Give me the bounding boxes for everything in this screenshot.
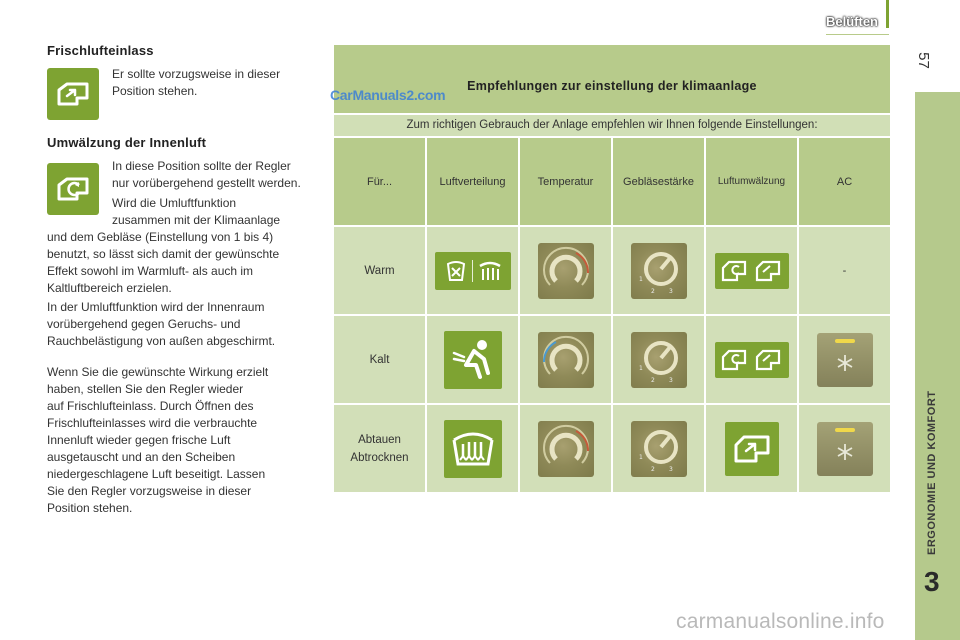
blower-knob-warm <box>631 243 687 299</box>
fresh-air-text-1: Er sollte vorzugsweise in dieser <box>112 67 281 81</box>
header-fuer: Für... <box>334 138 425 225</box>
svg-text:3: 3 <box>668 287 673 295</box>
header-rule <box>826 34 889 35</box>
final-line-3: auf Frischlufteinlass. Durch Öffnen des <box>47 399 254 413</box>
blower-knob-demist <box>631 421 687 477</box>
svg-text:3: 3 <box>668 465 673 473</box>
final-line-5: Innenluft wieder gegen frische Luft <box>47 433 231 447</box>
ac-button-icon <box>817 333 873 387</box>
watermark-bottom: carmanualsonline.info <box>676 610 885 633</box>
table-row <box>334 227 890 314</box>
recommendations-table <box>334 45 890 492</box>
recirc-p2-line-1: Wird die Umluftfunktion <box>112 196 237 210</box>
svg-text:1: 1 <box>638 453 643 461</box>
recirc-p1-line-2: nur vorübergehend gestellt werden. <box>112 176 301 190</box>
floor-windscreen-icon <box>435 252 511 290</box>
page-number: 57 <box>914 52 932 69</box>
row-label-warm: Warm <box>334 227 425 314</box>
ac-button-icon <box>817 422 873 476</box>
final-line-6: ausgetauscht und an den Scheiben <box>47 450 236 464</box>
header-luftverteilung: Luftverteilung <box>427 138 518 225</box>
recirc-p2-line-5: Effekt sowohl im Warmluft- als auch im <box>47 264 254 278</box>
final-line-8: Sie den Regler vorzugsweise in dieser <box>47 484 252 498</box>
svg-text:1: 1 <box>638 364 643 372</box>
recirc-p2-line-3: und dem Gebläse (Einstellung von 1 bis 4) <box>47 230 274 244</box>
table-row <box>334 405 890 492</box>
svg-text:2: 2 <box>650 465 655 473</box>
header-luftumwaelzung: Luftumwälzung <box>706 138 797 225</box>
row-label-abtrocknen: Abtrocknen <box>350 451 409 464</box>
temperature-knob-demist <box>538 421 594 477</box>
watermark-top: CarManuals2.com <box>330 87 446 103</box>
row-label-abtauen: Abtauen <box>358 433 401 446</box>
svg-text:1: 1 <box>638 275 643 283</box>
recirc-p2-line-6: Kaltluftbereich erzielen. <box>47 281 172 295</box>
table-title: Empfehlungen zur einstellung der klimaanlage <box>334 45 890 113</box>
temperature-knob-warm <box>538 243 594 299</box>
recirc-fresh-icons <box>715 253 789 289</box>
table-row <box>334 316 890 403</box>
svg-text:2: 2 <box>650 376 655 384</box>
svg-text:2: 2 <box>650 287 655 295</box>
final-line-2: haben, stellen Sie den Regler wieder <box>47 382 244 396</box>
recirc-p3-line-2: vorübergehend gegen Geruchs- und <box>47 317 241 331</box>
recirc-p2-line-2: zusammen mit der Klimaanlage <box>112 213 281 227</box>
final-line-1: Wenn Sie die gewünschte Wirkung erzielt <box>47 365 269 379</box>
chapter-number: 3 <box>924 566 940 597</box>
fresh-air-icon <box>725 422 779 476</box>
temperature-knob-cold <box>538 332 594 388</box>
recirc-p3-line-1: In der Umluftfunktion wird der Innenraum <box>47 300 265 314</box>
recirc-p2-line-4: benutzt, so lässt sich damit der gewünschte <box>47 247 280 261</box>
face-vent-icon <box>444 331 502 389</box>
page-header-title: Belüften <box>826 14 878 29</box>
windscreen-demist-icon <box>444 420 502 478</box>
blower-knob-cold <box>631 332 687 388</box>
header-ac: AC <box>799 138 890 225</box>
final-line-7: niedergeschlagene Luft beseitigt. Lassen <box>47 467 266 481</box>
recirc-p3-line-3: Rauchbelästigung von außen abgeschirmt. <box>47 334 276 348</box>
header-accent-bar <box>886 0 889 28</box>
header-temperatur: Temperatur <box>520 138 611 225</box>
recirc-p1-line-1: In diese Position sollte der Regler <box>112 159 291 173</box>
final-line-9: Position stehen. <box>47 501 133 515</box>
row-label-kalt: Kalt <box>334 316 425 403</box>
table-intro: Zum richtigen Gebrauch der Anlage empfehlen wir Ihnen folgende Einstellungen: <box>334 115 890 136</box>
chapter-label: ERGONOMIE UND KOMFORT <box>926 390 938 555</box>
svg-text:3: 3 <box>668 376 673 384</box>
ac-value-warm: - <box>799 227 890 314</box>
recirc-fresh-icons <box>715 342 789 378</box>
table-header-row <box>334 138 890 225</box>
recirc-icon <box>47 163 99 215</box>
recirc-title: Umwälzung der Innenluft <box>47 135 207 150</box>
fresh-air-icon <box>47 68 99 120</box>
fresh-air-title: Frischlufteinlass <box>47 43 154 58</box>
final-line-4: Frischlufteinlasses wird die verbrauchte <box>47 416 258 430</box>
fresh-air-text-2: Position stehen. <box>112 84 198 98</box>
header-geblaesestaerke: Gebläsestärke <box>613 138 704 225</box>
